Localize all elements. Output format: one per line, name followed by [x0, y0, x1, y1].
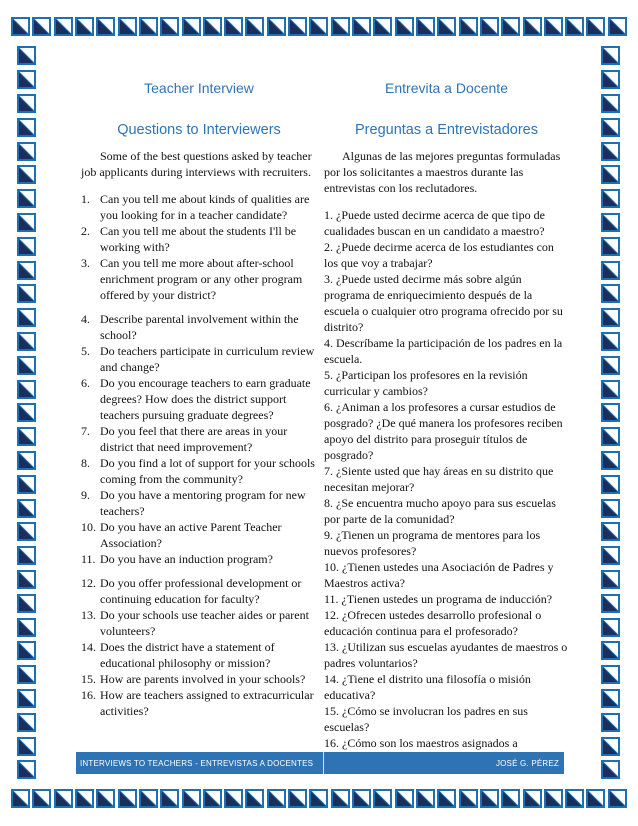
- blue-triangle-square-icon: [75, 17, 94, 36]
- title-spanish: Entrevita a Docente: [385, 80, 508, 96]
- blue-triangle-square-icon: [601, 94, 620, 113]
- blue-triangle-square-icon: [416, 17, 435, 36]
- question-en-3: 3. Can you tell me more about after-school enrichment program or any other program offered by your district?: [81, 256, 303, 302]
- english-column: [81, 70, 317, 719]
- blue-triangle-square-icon: [352, 789, 371, 808]
- blue-triangle-square-icon: [437, 17, 456, 36]
- question-es-2: 2. ¿Puede decirme acerca de los estudiantes con los que voy a trabajar?: [324, 240, 554, 270]
- question-es-4: 4. Descríbame la participación de los padres en la escuela.: [324, 336, 563, 366]
- questions-english: [81, 191, 317, 719]
- question-en-9: 9. Do you have a mentoring program for new teachers?: [81, 488, 306, 518]
- blue-triangle-square-icon: [139, 17, 158, 36]
- blue-triangle-square-icon: [17, 641, 36, 660]
- subtitle-english: Questions to Interviewers: [117, 122, 281, 138]
- blue-triangle-square-icon: [17, 356, 36, 375]
- blue-triangle-square-icon: [601, 570, 620, 589]
- question-en-15: 15. How are parents involved in your schools?: [81, 672, 306, 686]
- question-es-5: 5. ¿Participan los profesores en la revisión curricular y cambios?: [324, 368, 528, 398]
- question-es-12: 12. ¿Ofrecen ustedes desarrollo profesional o educación continua para el profesorado?: [324, 608, 542, 638]
- blue-triangle-square-icon: [17, 118, 36, 137]
- blue-triangle-square-icon: [17, 70, 36, 89]
- blue-triangle-square-icon: [601, 641, 620, 660]
- blue-triangle-square-icon: [601, 261, 620, 280]
- blue-triangle-square-icon: [17, 689, 36, 708]
- question-en-13: 13. Do your schools use teacher aides or parent volunteers?: [81, 608, 309, 638]
- blue-triangle-square-icon: [480, 17, 499, 36]
- blue-triangle-square-icon: [17, 284, 36, 303]
- blue-triangle-square-icon: [601, 142, 620, 161]
- question-en-11: 11. Do you have an induction program?: [81, 552, 273, 566]
- document-body: [78, 70, 566, 775]
- blue-triangle-square-icon: [480, 789, 499, 808]
- blue-triangle-square-icon: [11, 789, 30, 808]
- blue-triangle-square-icon: [601, 737, 620, 756]
- blue-triangle-square-icon: [601, 522, 620, 541]
- blue-triangle-square-icon: [437, 789, 456, 808]
- blue-triangle-square-icon: [331, 17, 350, 36]
- blue-triangle-square-icon: [17, 332, 36, 351]
- blue-triangle-square-icon: [17, 475, 36, 494]
- blue-triangle-square-icon: [32, 17, 51, 36]
- questions-spanish: [324, 207, 569, 767]
- blue-triangle-square-icon: [459, 17, 478, 36]
- blue-triangle-square-icon: [17, 213, 36, 232]
- blue-triangle-square-icon: [17, 237, 36, 256]
- page-border-right: [594, 44, 628, 782]
- blue-triangle-square-icon: [601, 284, 620, 303]
- blue-triangle-square-icon: [601, 213, 620, 232]
- blue-triangle-square-icon: [139, 789, 158, 808]
- question-es-6: 6. ¿Animan a los profesores a cursar estudios de posgrado? ¿De qué manera los profesores reciben apoyo del distrito para proseguir títulos de posgrado?: [324, 400, 563, 462]
- blue-triangle-square-icon: [544, 789, 563, 808]
- footer-right-text: JOSÉ G. PÉREZ: [495, 758, 559, 768]
- blue-triangle-square-icon: [118, 789, 137, 808]
- question-en-6: 6. Do you encourage teachers to earn graduate degrees? How does the district support teachers pursuing graduate degrees?: [81, 376, 311, 422]
- blue-triangle-square-icon: [54, 17, 73, 36]
- blue-triangle-square-icon: [17, 618, 36, 637]
- question-es-1: 1. ¿Puede usted decirme acerca de que tipo de cualidades buscan en un candidato a maestro?: [324, 208, 545, 238]
- question-en-2: 2. Can you tell me about the students I'll be working with?: [81, 224, 297, 254]
- question-es-7: 7. ¿Siente usted que hay áreas en su distrito que necesitan mejorar?: [324, 464, 554, 494]
- blue-triangle-square-icon: [373, 17, 392, 36]
- blue-triangle-square-icon: [203, 17, 222, 36]
- blue-triangle-square-icon: [17, 570, 36, 589]
- blue-triangle-square-icon: [352, 17, 371, 36]
- title-english: Teacher Interview: [144, 80, 254, 96]
- question-es-8: 8. ¿Se encuentra mucho apoyo para sus escuelas por parte de la comunidad?: [324, 496, 556, 526]
- blue-triangle-square-icon: [224, 17, 243, 36]
- question-es-14: 14. ¿Tiene el distrito una filosofía o misión educativa?: [324, 672, 531, 702]
- blue-triangle-square-icon: [601, 594, 620, 613]
- blue-triangle-square-icon: [17, 380, 36, 399]
- question-es-3: 3. ¿Puede usted decirme más sobre algún programa de enriquecimiento después de la escuela o cualquier otro programa ofrecido por su distrito?: [324, 272, 563, 334]
- blue-triangle-square-icon: [601, 332, 620, 351]
- blue-triangle-square-icon: [17, 308, 36, 327]
- blue-triangle-square-icon: [17, 165, 36, 184]
- blue-triangle-square-icon: [523, 17, 542, 36]
- blue-triangle-square-icon: [501, 17, 520, 36]
- blue-triangle-square-icon: [565, 789, 584, 808]
- question-en-12: 12. Do you offer professional development or continuing education for faculty?: [81, 576, 302, 606]
- blue-triangle-square-icon: [182, 789, 201, 808]
- blue-triangle-square-icon: [267, 789, 286, 808]
- blue-triangle-square-icon: [309, 789, 328, 808]
- blue-triangle-square-icon: [17, 594, 36, 613]
- blue-triangle-square-icon: [601, 403, 620, 422]
- blue-triangle-square-icon: [17, 94, 36, 113]
- blue-triangle-square-icon: [601, 46, 620, 65]
- blue-triangle-square-icon: [459, 789, 478, 808]
- blue-triangle-square-icon: [17, 427, 36, 446]
- blue-triangle-square-icon: [17, 737, 36, 756]
- blue-triangle-square-icon: [118, 17, 137, 36]
- blue-triangle-square-icon: [11, 17, 30, 36]
- footer-left-text: INTERVIEWS TO TEACHERS - ENTREVISTAS A DOCENTES: [80, 758, 314, 768]
- blue-triangle-square-icon: [601, 665, 620, 684]
- blue-triangle-square-icon: [331, 789, 350, 808]
- question-en-14: 14. Does the district have a statement of educational philosophy or mission?: [81, 640, 275, 670]
- blue-triangle-square-icon: [416, 789, 435, 808]
- question-en-4: 4. Describe parental involvement within the school?: [81, 312, 299, 342]
- question-en-7: 7. Do you feel that there are areas in your district that need improvement?: [81, 424, 288, 454]
- blue-triangle-square-icon: [373, 789, 392, 808]
- blue-triangle-square-icon: [17, 189, 36, 208]
- blue-triangle-square-icon: [601, 308, 620, 327]
- blue-triangle-square-icon: [17, 451, 36, 470]
- blue-triangle-square-icon: [17, 760, 36, 779]
- blue-triangle-square-icon: [601, 427, 620, 446]
- blue-triangle-square-icon: [17, 522, 36, 541]
- blue-triangle-square-icon: [544, 17, 563, 36]
- question-es-13: 13. ¿Utilizan sus escuelas ayudantes de maestros o padres voluntarios?: [324, 640, 568, 670]
- blue-triangle-square-icon: [601, 499, 620, 518]
- blue-triangle-square-icon: [601, 451, 620, 470]
- blue-triangle-square-icon: [32, 789, 51, 808]
- question-en-8: 8. Do you find a lot of support for your schools coming from the community?: [81, 456, 315, 486]
- spanish-column: [324, 70, 569, 767]
- blue-triangle-square-icon: [601, 189, 620, 208]
- blue-triangle-square-icon: [586, 17, 605, 36]
- question-es-9: 9. ¿Tienen un programa de mentores para los nuevos profesores?: [324, 528, 541, 558]
- question-es-16: 16. ¿Cómo son los maestros asignados a: [324, 736, 518, 750]
- blue-triangle-square-icon: [601, 546, 620, 565]
- page-footer: [76, 752, 564, 774]
- question-en-10: 10. Do you have an active Parent Teacher Association?: [81, 520, 282, 550]
- blue-triangle-square-icon: [601, 618, 620, 637]
- question-en-5: 5. Do teachers participate in curriculum review and change?: [81, 344, 315, 374]
- page-border-bottom: [10, 782, 628, 816]
- blue-triangle-square-icon: [203, 789, 222, 808]
- blue-triangle-square-icon: [601, 165, 620, 184]
- blue-triangle-square-icon: [96, 17, 115, 36]
- page-border-top: [10, 10, 628, 44]
- blue-triangle-square-icon: [601, 70, 620, 89]
- blue-triangle-square-icon: [601, 237, 620, 256]
- blue-triangle-square-icon: [288, 17, 307, 36]
- blue-triangle-square-icon: [608, 17, 627, 36]
- blue-triangle-square-icon: [17, 499, 36, 518]
- blue-triangle-square-icon: [395, 789, 414, 808]
- blue-triangle-square-icon: [160, 17, 179, 36]
- blue-triangle-square-icon: [160, 789, 179, 808]
- blue-triangle-square-icon: [17, 142, 36, 161]
- blue-triangle-square-icon: [17, 261, 36, 280]
- blue-triangle-square-icon: [601, 475, 620, 494]
- blue-triangle-square-icon: [565, 17, 584, 36]
- blue-triangle-square-icon: [17, 46, 36, 65]
- blue-triangle-square-icon: [601, 760, 620, 779]
- question-es-15: 15. ¿Cómo se involucran los padres en sus escuelas?: [324, 704, 528, 734]
- intro-english: Some of the best questions asked by teacher job applicants during interviews with recruiters.: [81, 149, 312, 179]
- blue-triangle-square-icon: [309, 17, 328, 36]
- question-es-11: 11. ¿Tienen ustedes un programa de inducción?: [324, 592, 553, 606]
- page-border-left: [10, 44, 44, 782]
- blue-triangle-square-icon: [608, 789, 627, 808]
- blue-triangle-square-icon: [245, 17, 264, 36]
- blue-triangle-square-icon: [395, 17, 414, 36]
- blue-triangle-square-icon: [601, 689, 620, 708]
- question-es-10: 10. ¿Tienen ustedes una Asociación de Padres y Maestros activa?: [324, 560, 554, 590]
- blue-triangle-square-icon: [267, 17, 286, 36]
- blue-triangle-square-icon: [96, 789, 115, 808]
- blue-triangle-square-icon: [523, 789, 542, 808]
- intro-spanish: Algunas de las mejores preguntas formuladas por los solicitantes a maestros durante las entrevistas con los reclutadores.: [324, 149, 561, 195]
- blue-triangle-square-icon: [17, 546, 36, 565]
- blue-triangle-square-icon: [601, 713, 620, 732]
- blue-triangle-square-icon: [17, 713, 36, 732]
- blue-triangle-square-icon: [601, 118, 620, 137]
- subtitle-spanish: Preguntas a Entrevistadores: [355, 122, 538, 138]
- blue-triangle-square-icon: [586, 789, 605, 808]
- blue-triangle-square-icon: [17, 665, 36, 684]
- blue-triangle-square-icon: [501, 789, 520, 808]
- question-en-16: 16. How are teachers assigned to extracurricular activities?: [81, 688, 314, 718]
- blue-triangle-square-icon: [601, 356, 620, 375]
- blue-triangle-square-icon: [601, 380, 620, 399]
- blue-triangle-square-icon: [182, 17, 201, 36]
- blue-triangle-square-icon: [75, 789, 94, 808]
- footer-divider: [323, 752, 324, 774]
- question-en-1: 1. Can you tell me about kinds of qualities are you looking for in a teacher candidate?: [81, 192, 310, 222]
- blue-triangle-square-icon: [288, 789, 307, 808]
- blue-triangle-square-icon: [245, 789, 264, 808]
- blue-triangle-square-icon: [54, 789, 73, 808]
- blue-triangle-square-icon: [17, 403, 36, 422]
- blue-triangle-square-icon: [224, 789, 243, 808]
